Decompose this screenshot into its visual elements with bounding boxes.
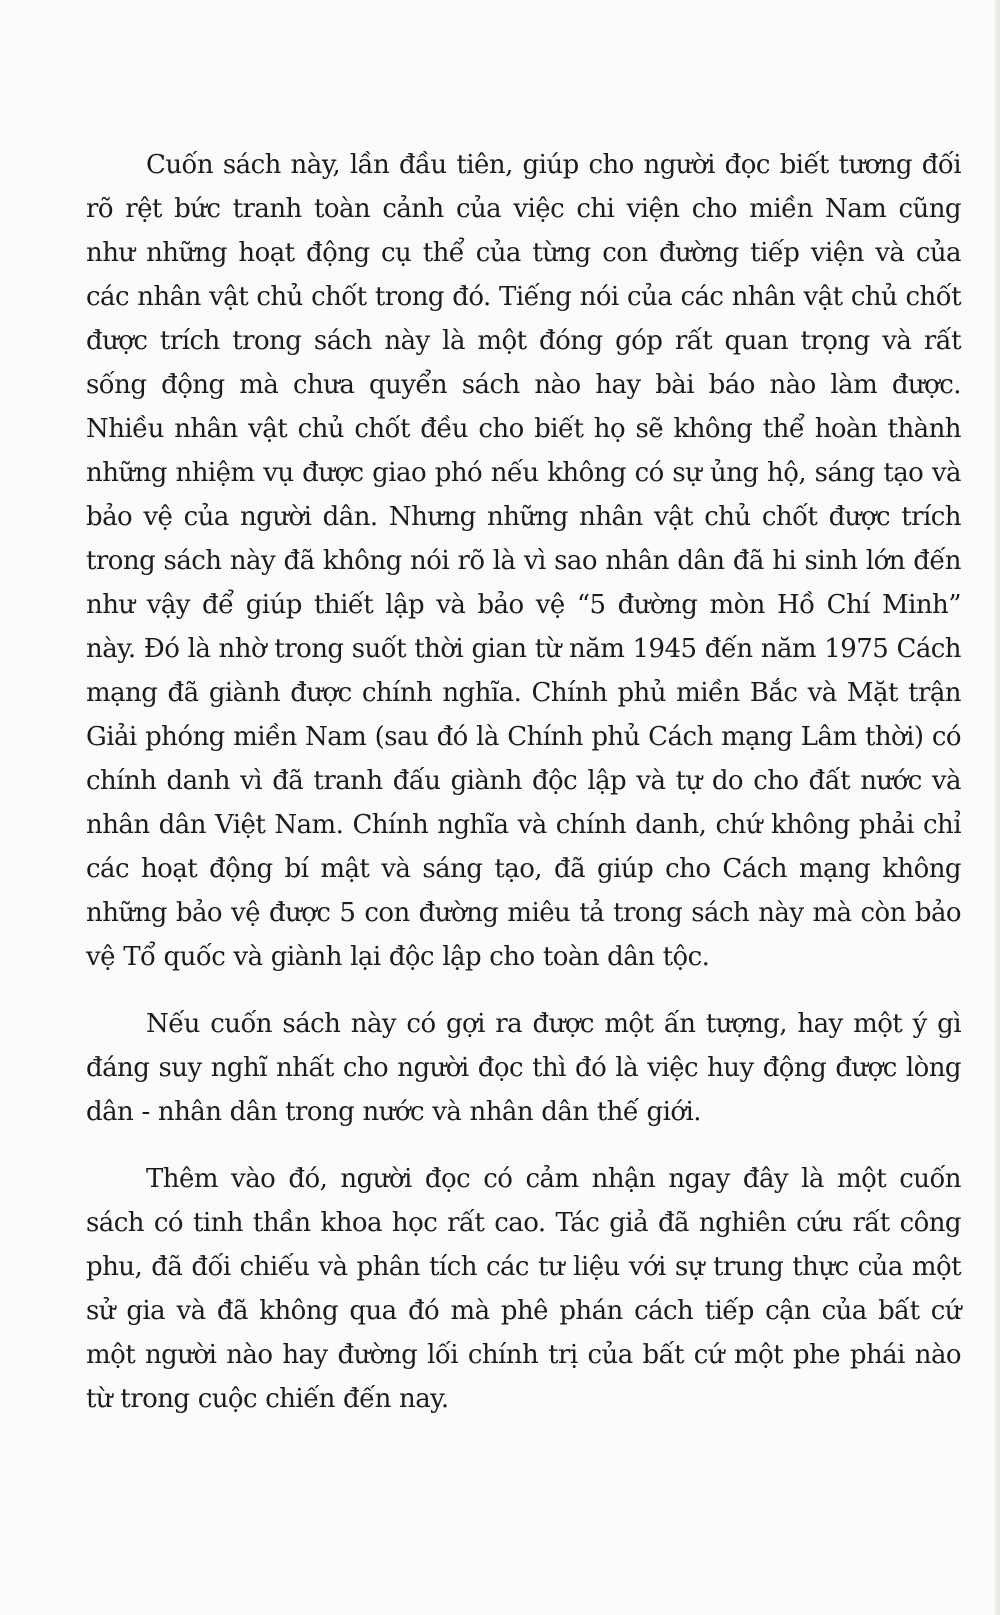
body-text	[86, 143, 961, 1421]
paragraph-2: Nếu cuốn sách này có gợi ra được một ấn tượng, hay một ý gì đáng suy nghĩ nhất cho người đọc thì đó là việc huy động được lòng dân - nhân dân trong nước và nhân dân thế giới.	[86, 1009, 961, 1127]
paragraph-3: Thêm vào đó, người đọc có cảm nhận ngay đây là một cuốn sách có tinh thần khoa học rất cao. Tác giả đã nghiên cứu rất công phu, đã đối chiếu và phân tích các tư liệu với sự trung thực của một sử gia và đã không qua đó mà phê phán cách tiếp cận của bất cứ một người nào hay đường lối chính trị của bất cứ một phe phái nào từ trong cuộc chiến đến nay.	[86, 1164, 961, 1414]
paragraph-1: Cuốn sách này, lần đầu tiên, giúp cho người đọc biết tương đối rõ rệt bức tranh toàn cảnh của việc chi viện cho miền Nam cũng như những hoạt động cụ thể của từng con đường tiếp viện và của các nhân vật chủ chốt trong đó. Tiếng nói của các nhân vật chủ chốt được trích trong sách này là một đóng góp rất quan trọng và rất sống động mà chưa quyển sách nào hay bài báo nào làm được. Nhiều nhân vật chủ chốt đều cho biết họ sẽ không thể hoàn thành những nhiệm vụ được giao phó nếu không có sự ủng hộ, sáng tạo và bảo vệ của người dân. Nhưng những nhân vật chủ chốt được trích trong sách này đã không nói rõ là vì sao nhân dân đã hi sinh lớn đến như vậy để giúp thiết lập và bảo vệ “5 đường mòn Hồ Chí Minh” này. Đó là nhờ trong suốt thời gian từ năm 1945 đến năm 1975 Cách mạng đã giành được chính nghĩa. Chính phủ miền Bắc và Mặt trận Giải phóng miền Nam (sau đó là Chính phủ Cách mạng Lâm thời) có chính danh vì đã tranh đấu giành độc lập và tự do cho đất nước và nhân dân Việt Nam. Chính nghĩa và chính danh, chứ không phải chỉ các hoạt động bí mật và sáng tạo, đã giúp cho Cách mạng không những bảo vệ được 5 con đường miêu tả trong sách này mà còn bảo vệ Tổ quốc và giành lại độc lập cho toàn dân tộc.	[86, 150, 961, 972]
